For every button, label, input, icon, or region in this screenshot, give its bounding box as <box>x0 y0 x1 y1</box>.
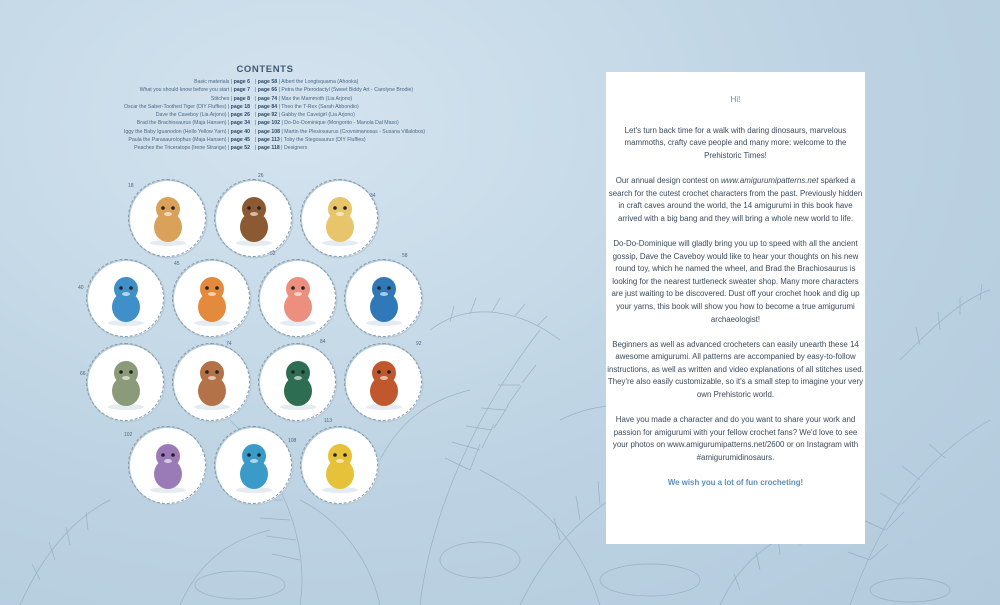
toc-entry-label: Max the Mammoth (Lia Arjono) <box>281 95 353 102</box>
page-number-label: 66 <box>80 371 86 377</box>
contents-title: CONTENTS <box>236 64 294 75</box>
amigurumi-figure-icon <box>348 263 420 335</box>
toc-entry-label: What you should know before you start <box>139 87 230 94</box>
toc-entry-page: page 6 <box>233 79 250 85</box>
toc-entry[interactable]: Dave the Caveboy (Lia Arjono) | page 26 <box>155 112 250 118</box>
character-thumbnail[interactable] <box>304 183 376 255</box>
intro-p2-pre: Our annual design contest on <box>615 175 722 185</box>
toc-entry-page: page 84 <box>257 103 278 110</box>
amigurumi-figure-icon <box>176 263 248 335</box>
page-number-label: 52 <box>270 251 276 257</box>
toc-entry-label: Gabby the Caveigirl (Lia Arjono) <box>281 112 355 118</box>
toc-entry[interactable]: | page 58 | Albert the Longisquama (Ahooka) <box>255 79 359 85</box>
toc-entry-label: Stitches <box>210 95 230 102</box>
page-number-label: 113 <box>324 418 332 424</box>
character-thumbnail[interactable] <box>218 183 290 255</box>
amigurumi-figure-icon <box>218 183 290 255</box>
toc-entry-label: Brad the Brachiosaurus (Maja Hansen) <box>136 120 227 127</box>
amigurumi-figure-icon <box>132 183 204 255</box>
toc-entry-label: Oscar the Saber-Toothed Tiger (DIY Fluffies) <box>123 103 227 110</box>
character-thumbnail[interactable] <box>218 430 290 502</box>
toc-entry-page: page 26 <box>230 112 250 118</box>
toc-entry[interactable]: Peaches the Triceratops (Irene Strange) | page 52 <box>134 145 250 151</box>
contents-right-column <box>255 78 455 152</box>
toc-entry-label: Petra the Pterodactyl (Sweet Biddy Art - Carolyne Brodie) <box>281 87 414 94</box>
toc-entry-page: page 18 <box>230 103 250 110</box>
intro-p2-post: sparked a search for the cutest crochet characters from the past. Previously hidden in craft caves around the world, the 14 amigurumi in this book have arrived with a big bang and they will bring a whole new world to life. <box>608 175 863 223</box>
contents-left-column <box>100 78 250 152</box>
toc-entry-label: Basic materials <box>194 79 230 85</box>
toc-entry-page: page 8 <box>233 95 250 102</box>
toc-entry-page: page 45 <box>230 136 250 143</box>
intro-paragraph-5: Have you made a character and do you want to share your work and passion for amigurumi with your fellow crochet fans? We'd love to see your photos on www.amigurumipatterns.net/2600 or on Instagram with #amigurumidinosaurs. <box>612 415 859 463</box>
toc-entry[interactable]: Oscar the Saber-Toothed Tiger (DIY Fluffies) | page 18 <box>123 103 250 110</box>
page-number-label: 74 <box>226 341 232 347</box>
toc-entry-page: page 66 <box>257 87 278 94</box>
toc-entry-label: Albert the Longisquama (Ahooka) <box>281 79 359 85</box>
toc-entry-label: Toby the Stegosaurus (DIY Fluffies) <box>283 136 366 143</box>
toc-entry-label: Iggy the Baby Iguanodon (Hello Yellow Yarn) <box>123 128 227 135</box>
toc-entry-page: page 40 <box>230 128 250 135</box>
intro-card <box>606 72 865 544</box>
toc-entry-label: Martin the Plesiosaurus (Crovnimanosas - Susana Villalobos) <box>284 128 426 135</box>
page-number-label: 108 <box>288 438 297 444</box>
toc-entry[interactable]: | page 66 | Petra the Pterodactyl (Sweet Biddy Art - Carolyne Brodie) <box>255 87 414 94</box>
amigurumi-figure-icon <box>262 347 334 419</box>
character-thumbnail[interactable] <box>176 263 248 335</box>
toc-entry[interactable]: Stitches | page 8 <box>210 95 250 102</box>
character-thumbnail[interactable] <box>348 347 420 419</box>
toc-entry[interactable]: Iggy the Baby Iguanodon (Hello Yellow Yarn) | page 40 <box>123 128 250 135</box>
character-thumbnail[interactable] <box>90 347 162 419</box>
toc-entry-page: page 52 <box>230 145 250 151</box>
toc-entry-label: Designers <box>283 145 308 151</box>
toc-entry[interactable]: | page 84 | Theo the T-Rex (Sarah Abbondio) <box>255 103 359 110</box>
toc-entry[interactable]: Brad the Brachiosaurus (Maja Hansen) | page 34 <box>136 120 250 127</box>
character-thumbnail[interactable] <box>262 263 334 335</box>
toc-entry[interactable]: | page 118 | Designers <box>255 145 308 151</box>
toc-entry-label: Peaches the Triceratops (Irene Strange) <box>134 145 227 151</box>
closing-line: We wish you a lot of fun crocheting! <box>667 478 804 488</box>
amigurumi-figure-icon <box>348 347 420 419</box>
toc-entry-page: page 34 <box>230 120 250 127</box>
toc-entry-label: Dave the Caveboy (Lia Arjono) <box>155 112 227 118</box>
character-thumbnail[interactable] <box>262 347 334 419</box>
page-number-label: 102 <box>124 432 133 438</box>
toc-entry-page: page 92 <box>257 112 278 118</box>
page-number-label: 26 <box>258 173 264 179</box>
greeting: Hi! <box>730 95 741 104</box>
amigurumi-figure-icon <box>304 183 376 255</box>
character-thumbnail[interactable] <box>304 430 376 502</box>
amigurumi-figure-icon <box>176 347 248 419</box>
website-link[interactable]: www.amigurumipatterns.net <box>721 175 819 185</box>
amigurumi-figure-icon <box>262 263 334 335</box>
toc-entry-page: page 118 <box>257 145 280 151</box>
toc-entry[interactable]: | page 108 | Martin the Plesiosaurus (Crovnimanosas - Susana Villalobos) <box>255 128 426 135</box>
amigurumi-figure-icon <box>132 430 204 502</box>
page-number-label: 34 <box>370 193 376 199</box>
character-thumbnail[interactable] <box>90 263 162 335</box>
character-thumbnail[interactable] <box>176 347 248 419</box>
page-number-label: 92 <box>416 341 422 347</box>
page-number-label: 40 <box>78 285 84 291</box>
toc-entry-label: Paula the Parasaurolophus (Maja Hansen) <box>128 136 227 143</box>
toc-entry-page: page 7 <box>233 87 250 94</box>
toc-entry-page: page 113 <box>257 136 280 143</box>
toc-entry[interactable]: | page 102 | Do-Do-Dominique (Mongorito - Manola Dal Maso) <box>255 120 399 127</box>
intro-paragraph-1: Let's turn back time for a walk with daring dinosaurs, marvelous mammoths, crafty cave people and many more: welcome to the Prehistoric Times! <box>624 125 847 160</box>
character-thumbnail[interactable] <box>348 263 420 335</box>
toc-entry-label: Do-Do-Dominique (Mongorito - Manola Dal Maso) <box>284 120 399 127</box>
intro-paragraph-2 <box>606 175 865 225</box>
page-number-label: 84 <box>320 339 326 345</box>
toc-entry[interactable]: | page 113 | Toby the Stegosaurus (DIY Fluffies) <box>255 136 366 143</box>
page-number-label: 45 <box>174 261 180 267</box>
toc-entry-label: Theo the T-Rex (Sarah Abbondio) <box>281 103 359 110</box>
toc-entry[interactable]: What you should know before you start | page 7 <box>139 87 250 94</box>
character-thumbnail[interactable] <box>132 183 204 255</box>
intro-paragraph-4: Beginners as well as advanced crocheters can easily unearth these 14 awesome amigurumi. All patterns are accompanied by easy-to-follow instructions, as well as written and video explanations of all stitches used. They're also easily customizable, so it's a small step to imagine your very own Prehistoric world. <box>607 339 864 400</box>
page-number-label: 18 <box>128 183 134 189</box>
toc-entry-page: page 102 <box>257 120 281 127</box>
amigurumi-figure-icon <box>304 430 376 502</box>
amigurumi-figure-icon <box>90 347 162 419</box>
toc-entry-page: page 74 <box>257 95 278 102</box>
amigurumi-figure-icon <box>90 263 162 335</box>
character-thumbnail[interactable] <box>132 430 204 502</box>
page-number-label: 58 <box>402 253 408 259</box>
intro-paragraph-3: Do-Do-Dominique will gladly bring you up to speed with all the ancient gossip, Dave the Caveboy would like to hear your thoughts on his new round toy, which he named the wheel, and Brad the Brachiosaurus is looking for the nearest turtleneck sweater shop. Many more characters are just waiting to be discovered. Dust off your crochet hook and dig up your yarns, this book will show you how to become a true amigurumi archaeologist! <box>611 238 860 324</box>
toc-entry[interactable]: | page 74 | Max the Mammoth (Lia Arjono) <box>255 95 353 102</box>
amigurumi-figure-icon <box>218 430 290 502</box>
toc-entry[interactable]: Basic materials | page 6 <box>194 79 250 85</box>
toc-entry[interactable]: Paula the Parasaurolophus (Maja Hansen) | page 45 <box>128 136 250 143</box>
toc-entry-page: page 108 <box>257 128 281 135</box>
toc-entry[interactable]: | page 92 | Gabby the Caveigirl (Lia Arjono) <box>255 112 355 118</box>
toc-entry-page: page 58 <box>257 79 278 85</box>
